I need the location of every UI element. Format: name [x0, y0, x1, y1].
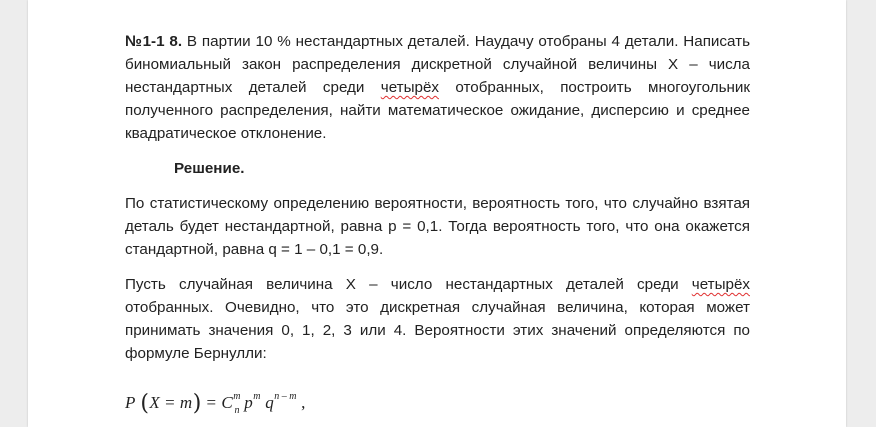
bernoulli-formula	[125, 385, 750, 423]
paragraph2-part1: Пусть случайная величина Х – число нестандартных деталей среди	[125, 276, 692, 293]
formula-q: q	[260, 393, 275, 412]
problem-number: №1-1 8.	[125, 33, 183, 50]
problem-text-part2: отобранных, построить многоугольник полученного распределения, найти математическое ожидание, дисперсию и среднее квадратическое отклонение.	[125, 79, 750, 142]
formula-P: P	[125, 393, 136, 412]
document-body	[125, 30, 750, 423]
spellcheck-word[interactable]: четырёх	[691, 276, 750, 293]
solution-heading: Решение.	[174, 160, 245, 177]
spellcheck-word[interactable]: четырёх	[380, 79, 439, 96]
formula-p-sup: m	[253, 391, 261, 402]
paragraph-random-variable	[125, 273, 750, 365]
formula-open-paren: (	[140, 391, 150, 416]
paragraph2-part2: отобранных. Очевидно, что это дискретная случайная величина, которая может принимать значения 0, 1, 2, 3 или 4. Вероятности этих значений определяются по формуле Бернулли:	[125, 299, 750, 362]
formula-q-sup: n – m	[274, 391, 297, 402]
formula-C-sup: m	[233, 391, 241, 402]
formula-close-paren: )	[192, 391, 202, 416]
formula-C: C	[221, 393, 234, 412]
document-page	[28, 0, 846, 427]
formula-m: m	[179, 393, 193, 412]
formula-p: p	[239, 393, 254, 412]
formula-eq1: =	[160, 393, 180, 412]
problem-text-part1: В партии 10 % нестандартных деталей. Наудачу отобраны 4 детали. Написать биномиальный закон распределения дискретной случайной величины Х – числа нестандартных деталей среди	[125, 33, 750, 96]
formula-C-sub: n	[234, 405, 240, 416]
problem-statement	[125, 30, 750, 145]
formula-comma: ,	[296, 393, 306, 412]
paragraph-probability: По статистическому определению вероятности, вероятность того, что случайно взятая деталь будет нестандартной, равна p = 0,1. Тогда вероятность того, что она окажется стандартной, равна q = 1 – 0,1 = 0,9.	[125, 195, 750, 258]
formula-X: X	[149, 393, 161, 412]
formula-eq2: =	[201, 393, 222, 412]
